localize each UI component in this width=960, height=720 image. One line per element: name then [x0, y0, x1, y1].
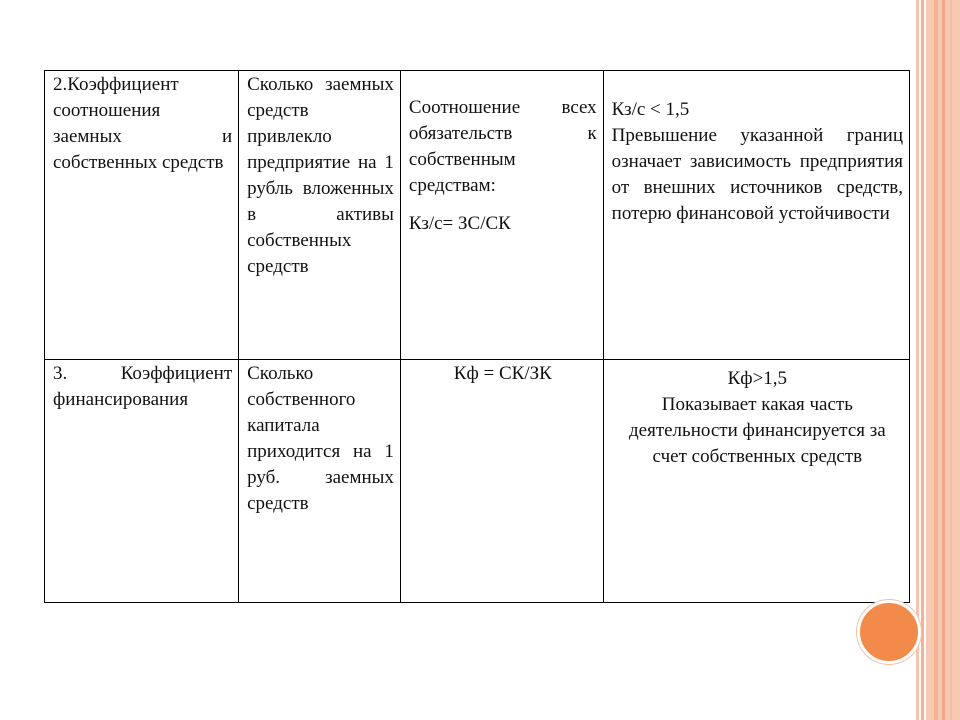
formula-description: Соотношение всех обязательств к собственным средствам: — [408, 97, 597, 196]
decorative-stripes — [916, 0, 960, 720]
table-row — [45, 359, 910, 602]
stripe — [942, 0, 945, 720]
norm-description: Превышение указанной границ означает зависимость предприятия от внешних источников средств, потерю финансовой устойчивости — [611, 125, 903, 224]
ratio-name-cell — [45, 71, 239, 360]
norm-description: Показывает какая часть деятельности финансируется за счет собственных средств — [628, 393, 886, 467]
ratios-table — [44, 70, 910, 603]
ratio-meaning-cell — [239, 359, 401, 602]
ratio-meaning: Сколько собственного капитала приходится на 1 руб. заемных средств — [247, 362, 394, 514]
decorative-circle — [857, 600, 921, 664]
ratio-name: 2.Коэффициент соотношения заемных и собственных средств — [53, 74, 233, 173]
stripe — [921, 0, 924, 720]
ratio-norm-cell — [603, 71, 909, 360]
stripe — [916, 0, 919, 720]
ratio-formula-cell — [400, 71, 603, 360]
norm-value: Кз/с < 1,5 — [611, 99, 690, 120]
ratio-formula-cell — [400, 359, 603, 602]
stripe — [950, 0, 952, 720]
table-row — [45, 71, 910, 360]
ratio-meaning-cell — [239, 71, 401, 360]
norm-value: Кф>1,5 — [727, 367, 788, 389]
ratio-name: 3. Коэффициент финансирования — [53, 362, 233, 410]
ratio-meaning: Сколько заемных средств привлекло предприятие на 1 рубль вложенных в активы собственных средств — [247, 74, 394, 277]
ratio-name-cell — [45, 359, 239, 602]
stripe — [934, 0, 938, 720]
formula: Кз/с= ЗС/СК — [408, 213, 511, 234]
formula: Кф = СК/ЗК — [453, 362, 552, 384]
ratio-norm-cell — [603, 359, 909, 602]
